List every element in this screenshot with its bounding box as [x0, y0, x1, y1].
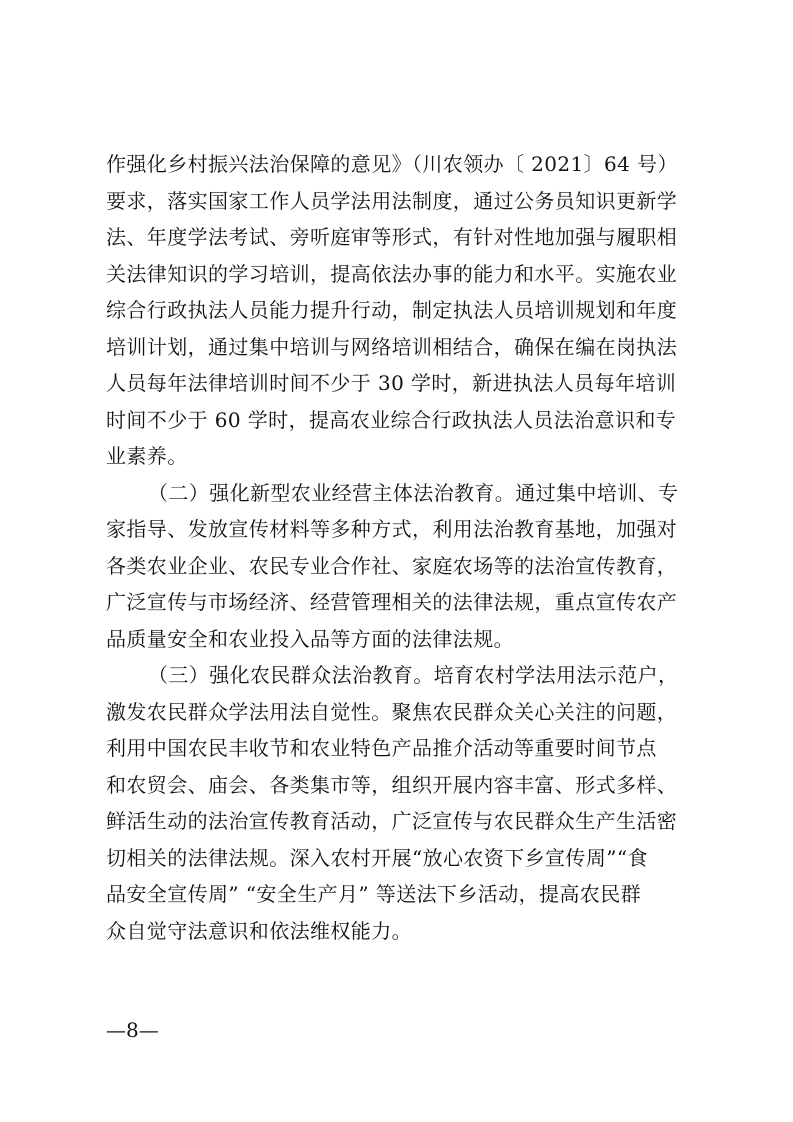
- text-line: 人员每年法律培训时间不少于 30 学时，新进执法人员每年培训: [106, 371, 677, 395]
- text-line: 培训计划，通过集中培训与网络培训相结合，确保在编在岗执法: [106, 334, 678, 359]
- text-line: 要求，落实国家工作人员学法用法制度，通过公务员知识更新学: [106, 188, 678, 213]
- body-text: [106, 146, 696, 949]
- text-line: 家指导、发放宣传材料等多种方式，利用法治教育基地，加强对: [106, 517, 678, 541]
- heading-continuation: 培育农村学法用法示范户，: [433, 663, 679, 687]
- section-heading: （三）强化农民群众法治教育。: [148, 663, 434, 687]
- text-line: 切相关的法律法规。深入农村开展“放心农资下乡宣传周”“食: [106, 845, 648, 870]
- text-line: 品质量安全和农业投入品等方面的法律法规。: [106, 626, 514, 651]
- heading-continuation: 通过集中培训、专: [515, 480, 679, 505]
- paragraph-3: [106, 657, 696, 949]
- text-line: 作强化乡村振兴法治保障的意见》（川农领办〔 2021〕64 号）: [106, 152, 678, 176]
- text-line: 广泛宣传与市场经济、经营管理相关的法律法规，重点宣传农产: [106, 590, 678, 614]
- text-line: 各类农业企业、农民专业合作社、家庭农场等的法治宣传教育，: [106, 553, 678, 578]
- paragraph-1: [106, 146, 696, 475]
- page-number: —8—: [106, 1018, 159, 1042]
- text-line: 激发农民群众学法用法自觉性。聚焦农民群众关心关注的问题，: [106, 699, 678, 724]
- paragraph-2: [106, 475, 696, 658]
- text-line: 品安全宣传周” “安全生产月” 等送法下乡活动，提高农民群: [106, 882, 641, 906]
- text-line: 法、年度学法考试、旁听庭审等形式，有针对性地加强与履职相: [106, 225, 678, 249]
- text-line: [106, 475, 696, 512]
- text-line: [106, 657, 696, 694]
- text-line: 利用中国农民丰收节和农业特色产品推介活动等重要时间节点: [106, 736, 657, 760]
- text-line: 综合行政执法人员能力提升行动，制定执法人员培训规划和年度: [106, 298, 678, 322]
- section-heading: （二）强化新型农业经营主体法治教育。: [148, 480, 516, 505]
- text-line: 和农贸会、庙会、各类集市等，组织开展内容丰富、形式多样、: [106, 772, 678, 797]
- text-line: 关法律知识的学习培训，提高依法办事的能力和水平。实施农业: [106, 261, 678, 286]
- text-line: 业素养。: [106, 444, 188, 468]
- text-line: 众自觉守法意识和依法维权能力。: [106, 918, 412, 943]
- text-line: 时间不少于 60 学时，提高农业综合行政执法人员法治意识和专: [106, 407, 677, 432]
- text-line: 鲜活生动的法治宣传教育活动，广泛宣传与农民群众生产生活密: [106, 809, 678, 833]
